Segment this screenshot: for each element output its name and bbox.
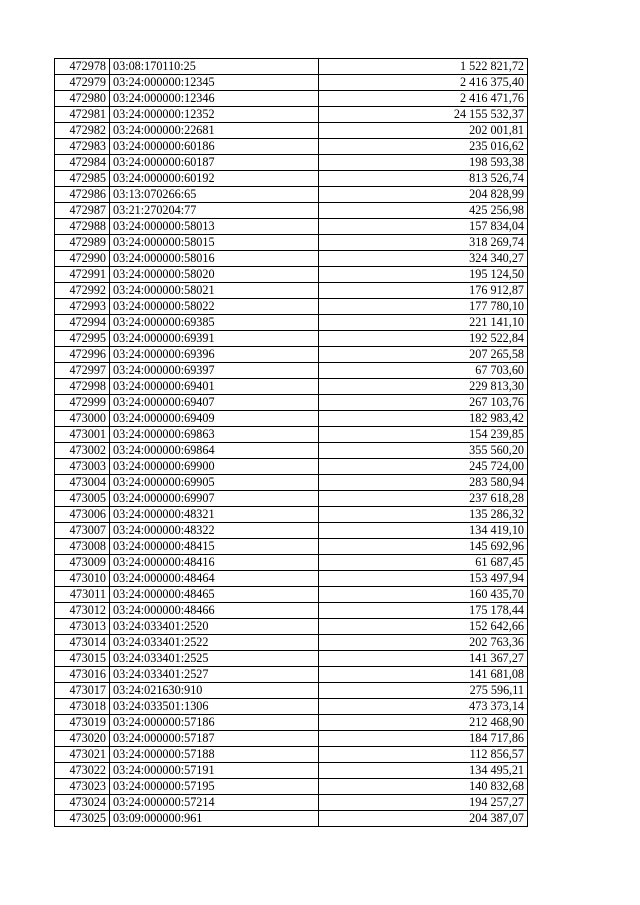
amount-cell: 112 856,57 — [319, 747, 528, 763]
cadastral-code-cell: 03:24:000000:57188 — [110, 747, 319, 763]
amount-cell: 184 717,86 — [319, 731, 528, 747]
cadastral-code-cell: 03:24:033501:1306 — [110, 699, 319, 715]
cadastral-code-cell: 03:24:000000:48465 — [110, 587, 319, 603]
table-row — [55, 283, 528, 299]
amount-cell: 154 239,85 — [319, 427, 528, 443]
cadastral-code-cell: 03:24:000000:69409 — [110, 411, 319, 427]
amount-cell: 207 265,58 — [319, 347, 528, 363]
table-row — [55, 555, 528, 571]
amount-cell: 473 373,14 — [319, 699, 528, 715]
cadastral-code-cell: 03:24:000000:58016 — [110, 251, 319, 267]
row-id-cell: 472981 — [55, 107, 110, 123]
cadastral-code-cell: 03:24:033401:2525 — [110, 651, 319, 667]
table-row — [55, 763, 528, 779]
cadastral-code-cell: 03:24:000000:22681 — [110, 123, 319, 139]
amount-cell: 324 340,27 — [319, 251, 528, 267]
row-id-cell: 473025 — [55, 811, 110, 827]
table-row — [55, 155, 528, 171]
cadastral-code-cell: 03:24:033401:2522 — [110, 635, 319, 651]
table-row — [55, 187, 528, 203]
row-id-cell: 472989 — [55, 235, 110, 251]
amount-cell: 24 155 532,37 — [319, 107, 528, 123]
row-id-cell: 472993 — [55, 299, 110, 315]
row-id-cell: 472985 — [55, 171, 110, 187]
row-id-cell: 473022 — [55, 763, 110, 779]
row-id-cell: 473005 — [55, 491, 110, 507]
amount-cell: 176 912,87 — [319, 283, 528, 299]
table-row — [55, 299, 528, 315]
row-id-cell: 473007 — [55, 523, 110, 539]
cadastral-code-cell: 03:24:000000:57214 — [110, 795, 319, 811]
cadastral-code-cell: 03:08:170110:25 — [110, 59, 319, 75]
table-row — [55, 507, 528, 523]
cadastral-code-cell: 03:24:000000:48466 — [110, 603, 319, 619]
amount-cell: 267 103,76 — [319, 395, 528, 411]
cadastral-code-cell: 03:24:000000:48415 — [110, 539, 319, 555]
amount-cell: 157 834,04 — [319, 219, 528, 235]
row-id-cell: 472988 — [55, 219, 110, 235]
row-id-cell: 473023 — [55, 779, 110, 795]
table-row — [55, 523, 528, 539]
amount-cell: 202 001,81 — [319, 123, 528, 139]
amount-cell: 140 832,68 — [319, 779, 528, 795]
row-id-cell: 473020 — [55, 731, 110, 747]
cadastral-code-cell: 03:24:000000:57191 — [110, 763, 319, 779]
cadastral-code-cell: 03:24:000000:60187 — [110, 155, 319, 171]
table-row — [55, 603, 528, 619]
cadastral-code-cell: 03:24:000000:69907 — [110, 491, 319, 507]
table-row — [55, 571, 528, 587]
row-id-cell: 473019 — [55, 715, 110, 731]
data-table — [54, 58, 528, 827]
table-row — [55, 315, 528, 331]
table-row — [55, 619, 528, 635]
table-row — [55, 427, 528, 443]
table-row — [55, 203, 528, 219]
amount-cell: 2 416 471,76 — [319, 91, 528, 107]
amount-cell: 212 468,90 — [319, 715, 528, 731]
row-id-cell: 473021 — [55, 747, 110, 763]
amount-cell: 318 269,74 — [319, 235, 528, 251]
row-id-cell: 472999 — [55, 395, 110, 411]
cadastral-code-cell: 03:24:000000:48464 — [110, 571, 319, 587]
row-id-cell: 472979 — [55, 75, 110, 91]
cadastral-code-cell: 03:24:000000:69864 — [110, 443, 319, 459]
cadastral-code-cell: 03:24:000000:58021 — [110, 283, 319, 299]
row-id-cell: 473000 — [55, 411, 110, 427]
cadastral-code-cell: 03:13:070266:65 — [110, 187, 319, 203]
cadastral-code-cell: 03:24:000000:58013 — [110, 219, 319, 235]
row-id-cell: 472992 — [55, 283, 110, 299]
amount-cell: 192 522,84 — [319, 331, 528, 347]
amount-cell: 194 257,27 — [319, 795, 528, 811]
table-row — [55, 731, 528, 747]
row-id-cell: 472978 — [55, 59, 110, 75]
cadastral-code-cell: 03:24:000000:69396 — [110, 347, 319, 363]
table-row — [55, 75, 528, 91]
amount-cell: 134 495,21 — [319, 763, 528, 779]
cadastral-code-cell: 03:24:000000:69905 — [110, 475, 319, 491]
table-row — [55, 779, 528, 795]
table-row — [55, 347, 528, 363]
table-row — [55, 811, 528, 827]
cadastral-code-cell: 03:24:000000:12345 — [110, 75, 319, 91]
table-row — [55, 219, 528, 235]
cadastral-code-cell: 03:24:033401:2527 — [110, 667, 319, 683]
row-id-cell: 472982 — [55, 123, 110, 139]
amount-cell: 177 780,10 — [319, 299, 528, 315]
row-id-cell: 472980 — [55, 91, 110, 107]
row-id-cell: 473002 — [55, 443, 110, 459]
table-row — [55, 139, 528, 155]
table-row — [55, 235, 528, 251]
cadastral-code-cell: 03:24:000000:12352 — [110, 107, 319, 123]
amount-cell: 141 681,08 — [319, 667, 528, 683]
table-row — [55, 267, 528, 283]
amount-cell: 182 983,42 — [319, 411, 528, 427]
row-id-cell: 472984 — [55, 155, 110, 171]
cadastral-code-cell: 03:24:000000:69401 — [110, 379, 319, 395]
row-id-cell: 473001 — [55, 427, 110, 443]
table-row — [55, 443, 528, 459]
cadastral-code-cell: 03:24:000000:57186 — [110, 715, 319, 731]
cadastral-code-cell: 03:24:000000:60186 — [110, 139, 319, 155]
row-id-cell: 473016 — [55, 667, 110, 683]
amount-cell: 145 692,96 — [319, 539, 528, 555]
amount-cell: 141 367,27 — [319, 651, 528, 667]
row-id-cell: 473013 — [55, 619, 110, 635]
row-id-cell: 472990 — [55, 251, 110, 267]
row-id-cell: 473009 — [55, 555, 110, 571]
table-row — [55, 171, 528, 187]
table-row — [55, 667, 528, 683]
amount-cell: 61 687,45 — [319, 555, 528, 571]
table-row — [55, 363, 528, 379]
table-row — [55, 715, 528, 731]
row-id-cell: 473008 — [55, 539, 110, 555]
cadastral-code-cell: 03:24:000000:60192 — [110, 171, 319, 187]
table-row — [55, 683, 528, 699]
table-row — [55, 475, 528, 491]
row-id-cell: 473014 — [55, 635, 110, 651]
amount-cell: 237 618,28 — [319, 491, 528, 507]
row-id-cell: 473011 — [55, 587, 110, 603]
table-row — [55, 251, 528, 267]
amount-cell: 175 178,44 — [319, 603, 528, 619]
row-id-cell: 473017 — [55, 683, 110, 699]
row-id-cell: 472987 — [55, 203, 110, 219]
cadastral-code-cell: 03:24:033401:2520 — [110, 619, 319, 635]
amount-cell: 275 596,11 — [319, 683, 528, 699]
row-id-cell: 472983 — [55, 139, 110, 155]
table-row — [55, 331, 528, 347]
cadastral-code-cell: 03:24:000000:48416 — [110, 555, 319, 571]
cadastral-code-cell: 03:24:000000:48322 — [110, 523, 319, 539]
amount-cell: 283 580,94 — [319, 475, 528, 491]
amount-cell: 202 763,36 — [319, 635, 528, 651]
amount-cell: 67 703,60 — [319, 363, 528, 379]
row-id-cell: 472996 — [55, 347, 110, 363]
amount-cell: 235 016,62 — [319, 139, 528, 155]
cadastral-code-cell: 03:24:000000:48321 — [110, 507, 319, 523]
table-row — [55, 651, 528, 667]
amount-cell: 134 419,10 — [319, 523, 528, 539]
table-row — [55, 395, 528, 411]
cadastral-code-cell: 03:24:000000:69900 — [110, 459, 319, 475]
table-row — [55, 459, 528, 475]
table-row — [55, 379, 528, 395]
row-id-cell: 473018 — [55, 699, 110, 715]
cadastral-code-cell: 03:24:000000:58015 — [110, 235, 319, 251]
amount-cell: 813 526,74 — [319, 171, 528, 187]
amount-cell: 2 416 375,40 — [319, 75, 528, 91]
amount-cell: 204 387,07 — [319, 811, 528, 827]
table-body — [55, 59, 528, 827]
amount-cell: 153 497,94 — [319, 571, 528, 587]
table-row — [55, 539, 528, 555]
cadastral-code-cell: 03:24:000000:69397 — [110, 363, 319, 379]
amount-cell: 229 813,30 — [319, 379, 528, 395]
row-id-cell: 473006 — [55, 507, 110, 523]
table-row — [55, 747, 528, 763]
table-row — [55, 59, 528, 75]
row-id-cell: 473012 — [55, 603, 110, 619]
row-id-cell: 473024 — [55, 795, 110, 811]
row-id-cell: 473004 — [55, 475, 110, 491]
amount-cell: 221 141,10 — [319, 315, 528, 331]
amount-cell: 135 286,32 — [319, 507, 528, 523]
row-id-cell: 472991 — [55, 267, 110, 283]
amount-cell: 152 642,66 — [319, 619, 528, 635]
row-id-cell: 473010 — [55, 571, 110, 587]
cadastral-code-cell: 03:24:000000:69385 — [110, 315, 319, 331]
table-row — [55, 795, 528, 811]
table-row — [55, 107, 528, 123]
row-id-cell: 472998 — [55, 379, 110, 395]
row-id-cell: 472994 — [55, 315, 110, 331]
cadastral-code-cell: 03:09:000000:961 — [110, 811, 319, 827]
cadastral-code-cell: 03:24:000000:57187 — [110, 731, 319, 747]
amount-cell: 198 593,38 — [319, 155, 528, 171]
row-id-cell: 472995 — [55, 331, 110, 347]
table-row — [55, 699, 528, 715]
table-row — [55, 587, 528, 603]
table-row — [55, 411, 528, 427]
table-row — [55, 491, 528, 507]
amount-cell: 1 522 821,72 — [319, 59, 528, 75]
amount-cell: 160 435,70 — [319, 587, 528, 603]
row-id-cell: 472986 — [55, 187, 110, 203]
cadastral-code-cell: 03:24:000000:12346 — [110, 91, 319, 107]
cadastral-code-cell: 03:24:000000:57195 — [110, 779, 319, 795]
amount-cell: 195 124,50 — [319, 267, 528, 283]
table-row — [55, 123, 528, 139]
table-row — [55, 635, 528, 651]
row-id-cell: 473003 — [55, 459, 110, 475]
row-id-cell: 473015 — [55, 651, 110, 667]
row-id-cell: 472997 — [55, 363, 110, 379]
cadastral-code-cell: 03:24:000000:58020 — [110, 267, 319, 283]
cadastral-code-cell: 03:24:000000:69863 — [110, 427, 319, 443]
amount-cell: 355 560,20 — [319, 443, 528, 459]
table-row — [55, 91, 528, 107]
cadastral-code-cell: 03:24:000000:69391 — [110, 331, 319, 347]
cadastral-code-cell: 03:21:270204:77 — [110, 203, 319, 219]
cadastral-code-cell: 03:24:000000:58022 — [110, 299, 319, 315]
cadastral-code-cell: 03:24:021630:910 — [110, 683, 319, 699]
amount-cell: 204 828,99 — [319, 187, 528, 203]
amount-cell: 425 256,98 — [319, 203, 528, 219]
cadastral-code-cell: 03:24:000000:69407 — [110, 395, 319, 411]
amount-cell: 245 724,00 — [319, 459, 528, 475]
